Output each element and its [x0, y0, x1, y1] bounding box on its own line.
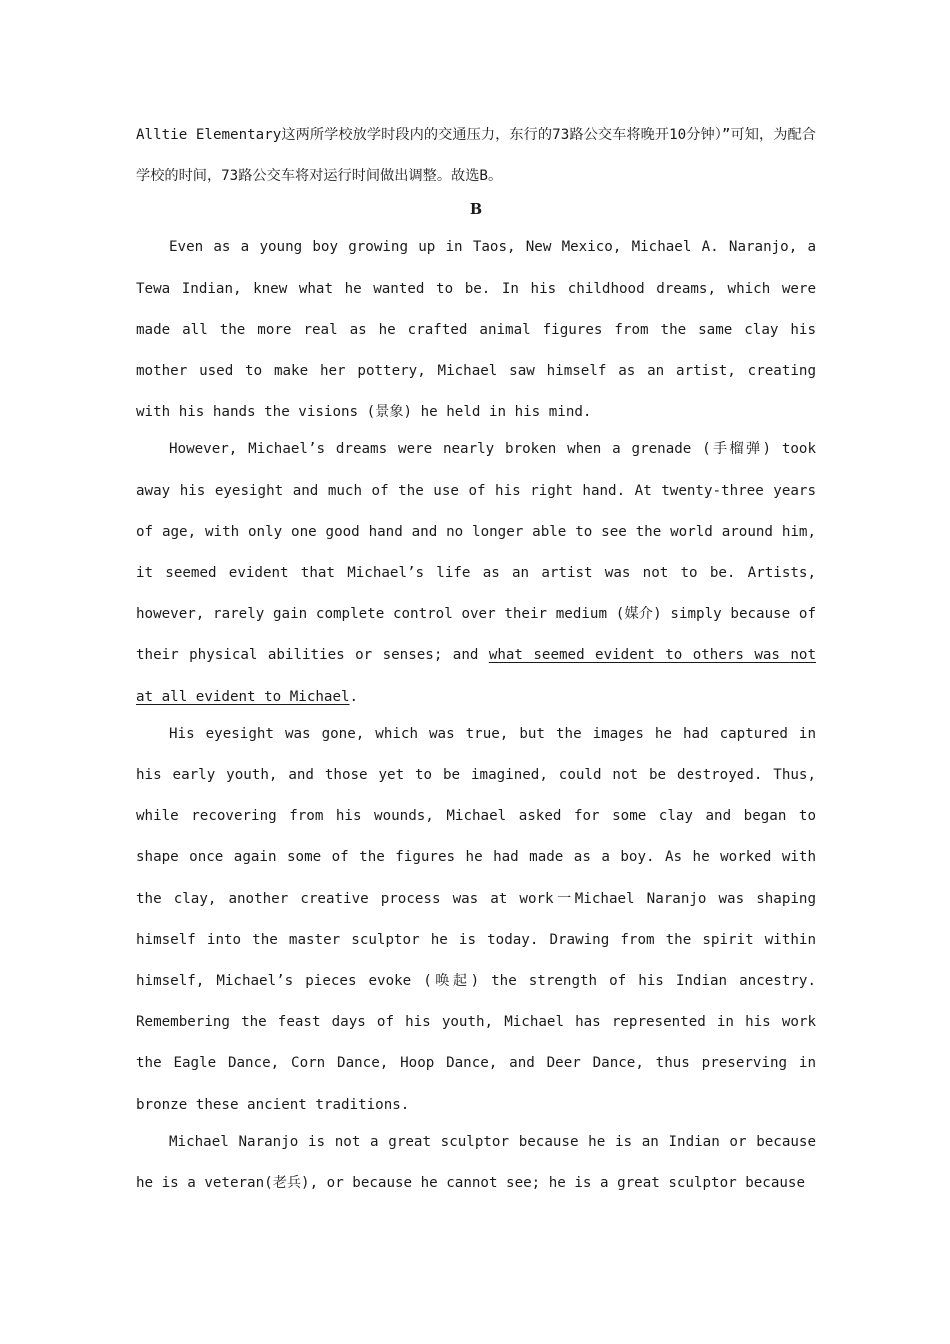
intro-paragraph: Alltie Elementary这两所学校放学时段内的交通压力，东行的73路公交车将晚开10分钟）”可知，为配合学校的时间，73路公交车将对运行时间做出调整。故选B。 — [136, 127, 816, 185]
underlined-sentence: what seemed evident to others was not at all evident to Michael — [136, 647, 816, 705]
paragraph-2 — [136, 429, 816, 717]
paragraph-2-text-after: . — [349, 688, 359, 705]
paragraph-1: Even as a young boy growing up in Taos, New Mexico, Michael A. Naranjo, a Tewa Indian, knew what he wanted to be. In his childhood dreams, which were made all the more real as he crafted animal figures from the same clay his mother used to make her pottery, Michael saw himself as an artist, creating with his hands the visions (景象) he held in his mind. — [136, 239, 816, 421]
document-page — [136, 115, 816, 1204]
section-title: B — [469, 201, 483, 219]
paragraph-2-text-before: However, Michael’s dreams were nearly broken when a grenade (手榴弹) took away his eyesight and much of the use of his right hand. At twenty-three years of age, with only one good hand and no longer able to see the world around him, it seemed evident that Michael’s life as an artist was not to be. Artists, however, rarely gain complete control over their medium (媒介) simply because of their physical abilities or senses; and — [136, 441, 816, 664]
paragraph-4: Michael Naranjo is not a great sculptor because he is an Indian or because he is a veteran(老兵), or because he cannot see; he is a great sculptor because — [136, 1133, 816, 1192]
paragraph-3: His eyesight was gone, which was true, but the images he had captured in his early youth, and those yet to be imagined, could not be destroyed. Thus, while recovering from his wounds, Michael asked for some clay and began to shape once again some of the figures he had made as a boy. As he worked with the clay, another creative process was at work一Michael Naranjo was shaping himself into the master sculptor he is today. Drawing from the spirit within himself, Michael’s pieces evoke (唤起) the strength of his Indian ancestry. Remembering the feast days of his youth, Michael has represented in his work the Eagle Dance, Corn Dance, Hoop Dance, and Deer Dance, thus preserving in bronze these ancient traditions. — [136, 725, 816, 1113]
